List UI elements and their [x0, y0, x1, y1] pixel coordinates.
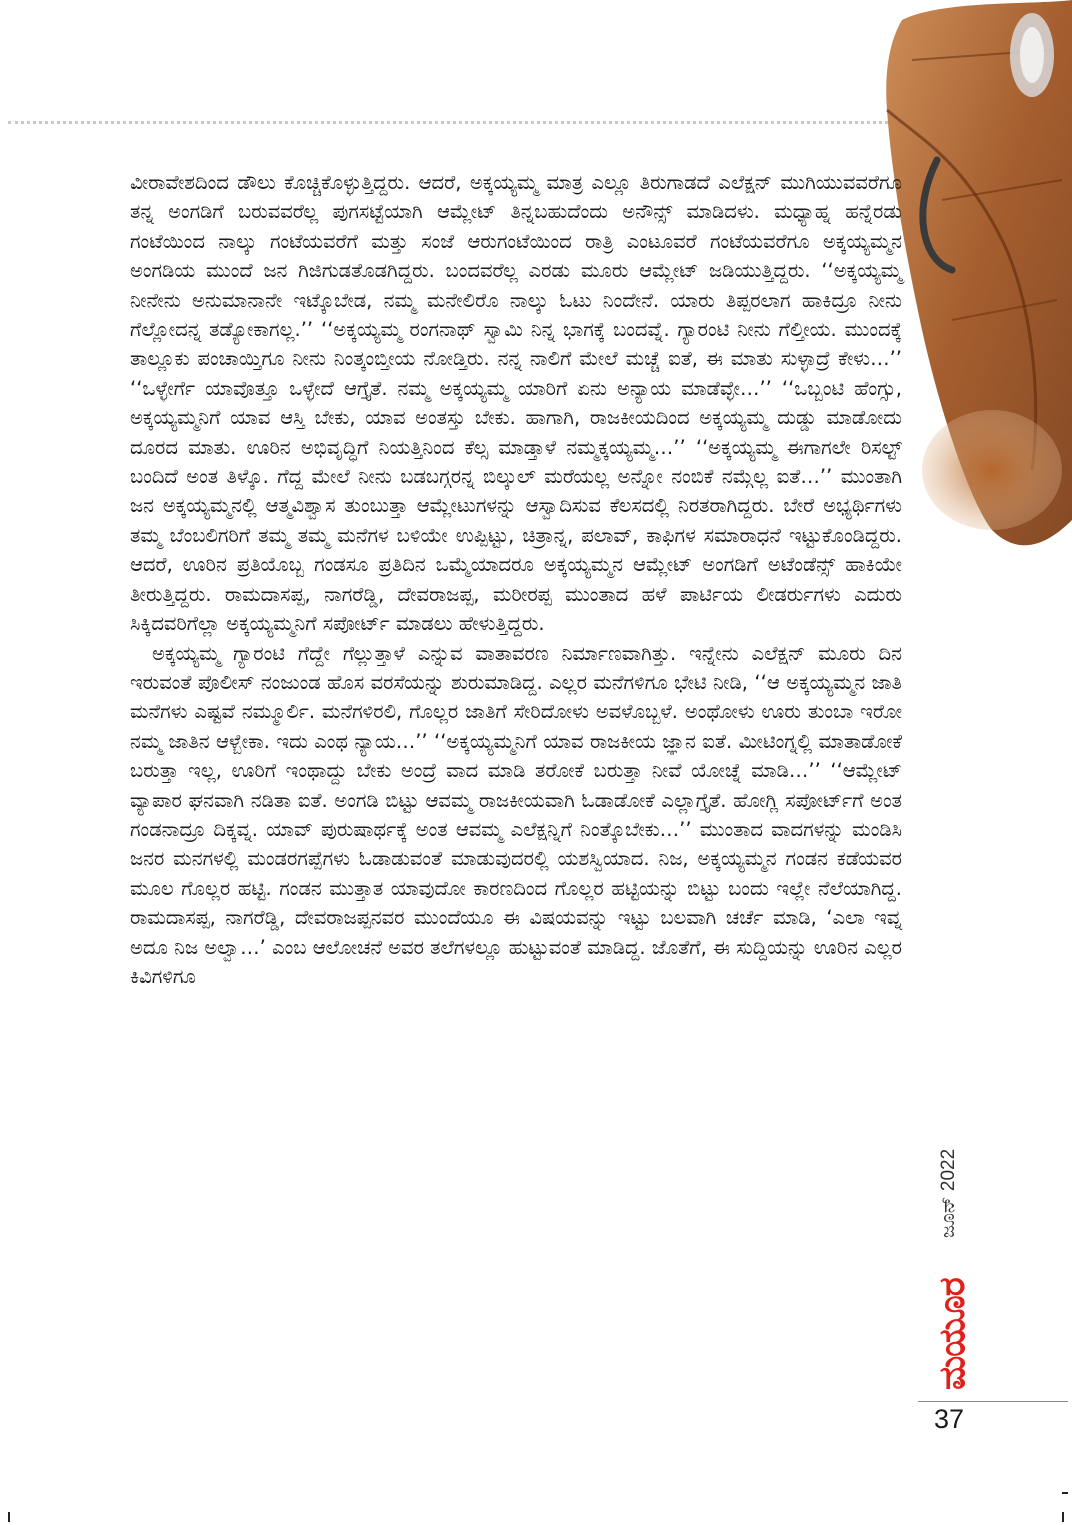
page-number: 37: [934, 1404, 965, 1434]
article-paragraph: ವೀರಾವೇಶದಿಂದ ಡೌಲು ಕೊಚ್ಚಿಕೊಳ್ಳುತ್ತಿದ್ದರು. ಆದರೆ, ಅಕ್ಕಯ್ಯಮ್ಮ ಮಾತ್ರ ಎಲ್ಲೂ ತಿರುಗಾಡದೆ ಎಲೆಕ್ಷನ್ ಮುಗಿಯುವವರೆಗೂ ತನ್ನ ಅಂಗಡಿಗೆ ಬರುವವರೆಲ್ಲ ಪುಗಸಟ್ಟೆಯಾಗಿ ಆಮ್ಲೇಟ್ ತಿನ್ನಬಹುದೆಂದು ಅನೌನ್ಸ್ ಮಾಡಿದಳು. ಮಧ್ಯಾಹ್ನ ಹನ್ನೆರಡು ಗಂಟೆಯಿಂದ ನಾಲ್ಕು ಗಂಟೆಯವರೆಗೆ ಮತ್ತು ಸಂಜೆ ಆರುಗಂಟೆಯಿಂದ ರಾತ್ರಿ ಎಂಟೂವರೆ ಗಂಟೆಯವರೆಗೂ ಅಕ್ಕಯ್ಯಮ್ಮನ ಅಂಗಡಿಯ ಮುಂದೆ ಜನ ಗಿಜಿಗುಡತೊಡಗಿದ್ದರು. ಬಂದವರೆಲ್ಲ ಎರಡು ಮೂರು ಆಮ್ಲೇಟ್ ಜಡಿಯುತ್ತಿದ್ದರು. ‘‘ಅಕ್ಕಯ್ಯಮ್ಮ ನೀನೇನು ಅನುಮಾನಾನೇ ಇಟ್ಕೊಬೇಡ, ನಮ್ಮ ಮನೇಲಿರೊ ನಾಲ್ಕು ಓಟು ನಿಂದೇನೆ. ಯಾರು ತಿಪ್ಪರಲಾಗ ಹಾಕಿದ್ರೂ ನೀನು ಗೆಲ್ಲೋದನ್ನ ತಡ್ಯೋಕಾಗಲ್ಲ.’’ ‘‘ಅಕ್ಕಯ್ಯಮ್ಮ ರಂಗನಾಥ್ ಸ್ವಾಮಿ ನಿನ್ನ ಭಾಗಕ್ಕೆ ಬಂದವ್ನೆ. ಗ್ಯಾರಂಟಿ ನೀನು ಗೆಲ್ತೀಯ. ಮುಂದಕ್ಕೆ ತಾಲ್ಲೂಕು ಪಂಚಾಯ್ತಿಗೂ ನೀನು ನಿಂತ್ಕಂಬ್ತೀಯ ನೋಡ್ತಿರು. ನನ್ನ ನಾಲಿಗೆ ಮೇಲೆ ಮಚ್ಚೆ ಐತೆ, ಈ ಮಾತು ಸುಳ್ಳಾದ್ರೆ ಕೇಳು…’’ ‘‘ಒಳ್ಳೇರ್ಗೆ ಯಾವೊತ್ತೂ ಒಳ್ಳೇದೆ ಆಗ್ತೈತೆ. ನಮ್ಮ ಅಕ್ಕಯ್ಯಮ್ಮ ಯಾರಿಗೆ ಏನು ಅನ್ಯಾಯ ಮಾಡೆವ್ಳೇ…’’ ‘‘ಒಬ್ಬಂಟಿ ಹೆಂಗ್ಸು, ಅಕ್ಕಯ್ಯಮ್ಮನಿಗೆ ಯಾವ ಆಸ್ತಿ ಬೇಕು, ಯಾವ ಅಂತಸ್ತು ಬೇಕು. ಹಾಗಾಗಿ, ರಾಜಕೀಯದಿಂದ ಅಕ್ಕಯ್ಯಮ್ಮ ದುಡ್ಡು ಮಾಡೋದು ದೂರದ ಮಾತು. ಊರಿನ ಅಭಿವೃದ್ಧಿಗೆ ನಿಯತ್ತಿನಿಂದ ಕೆಲ್ಸ ಮಾಡ್ತಾಳೆ ನಮ್ಮಕ್ಕಯ್ಯಮ್ಮ…’’ ‘‘ಅಕ್ಕಯ್ಯಮ್ಮ ಈಗಾಗಲೇ ರಿಸಲ್ಟ್ ಬಂದಿದೆ ಅಂತ ತಿಳ್ಕೊ. ಗೆದ್ದ ಮೇಲೆ ನೀನು ಬಡಬಗ್ಗರನ್ನ ಬಿಲ್ಕುಲ್ ಮರೆಯಲ್ಲ ಅನ್ನೋ ನಂಬಿಕೆ ನಮ್ಗೆಲ್ಲ ಐತೆ…’’ ಮುಂತಾಗಿ ಜನ ಅಕ್ಕಯ್ಯಮ್ಮನಲ್ಲಿ ಆತ್ಮವಿಶ್ವಾಸ ತುಂಬುತ್ತಾ ಆಮ್ಲೇಟುಗಳನ್ನು ಆಸ್ವಾದಿಸುವ ಕೆಲಸದಲ್ಲಿ ನಿರತರಾಗಿದ್ದರು. ಬೇರೆ ಅಭ್ಯರ್ಥಿಗಳು ತಮ್ಮ ಬೆಂಬಲಿಗರಿಗೆ ತಮ್ಮ ತಮ್ಮ ಮನೆಗಳ ಬಳಿಯೇ ಉಪ್ಪಿಟ್ಟು, ಚಿತ್ರಾನ್ನ, ಪಲಾವ್, ಕಾಫಿಗಳ ಸಮಾರಾಧನೆ ಇಟ್ಟುಕೊಂಡಿದ್ದರು. ಆದರೆ, ಊರಿನ ಪ್ರತಿಯೊಬ್ಬ ಗಂಡಸೂ ಪ್ರತಿದಿನ ಒಮ್ಮೆಯಾದರೂ ಅಕ್ಕಯ್ಯಮ್ಮನ ಆಮ್ಲೇಟ್ ಅಂಗಡಿಗೆ ಅಟೆಂಡೆನ್ಸ್ ಹಾಕಿಯೇ ತೀರುತ್ತಿದ್ದರು. ರಾಮದಾಸಪ್ಪ, ನಾಗರೆಡ್ಡಿ, ದೇವರಾಜಪ್ಪ, ಮರೀರಪ್ಪ ಮುಂತಾದ ಹಳೆ ಪಾರ್ಟಿಯ ಲೀಡರ್ರುಗಳು ಎದುರು ಸಿಕ್ಕಿದವರಿಗೆಲ್ಲಾ ಅಕ್ಕಯ್ಯಮ್ಮನಿಗೆ ಸಪೋರ್ಟ್ ಮಾಡಲು ಹೇಳುತ್ತಿದ್ದರು.: [130, 171, 902, 636]
article-paragraph: ಅಕ್ಕಯ್ಯಮ್ಮ ಗ್ಯಾರಂಟಿ ಗೆದ್ದೇ ಗೆಲ್ಲುತ್ತಾಳೆ ಎನ್ನುವ ವಾತಾವರಣ ನಿರ್ಮಾಣವಾಗಿತ್ತು. ಇನ್ನೇನು ಎಲೆಕ್ಷನ್ ಮೂರು ದಿನ ಇರುವಂತೆ ಪೊಲೀಸ್ ನಂಜುಂಡ ಹೊಸ ವರಸೆಯನ್ನು ಶುರುಮಾಡಿದ್ದ. ಎಲ್ಲರ ಮನೆಗಳಿಗೂ ಭೇಟಿ ನೀಡಿ, ‘‘ಆ ಅಕ್ಕಯ್ಯಮ್ಮನ ಜಾತಿ ಮನೆಗಳು ಎಷ್ಟವೆ ನಮ್ಮೂರ್ಲಿ. ಮನೆಗಳಿರಲಿ, ಗೊಲ್ಲರ ಜಾತಿಗೆ ಸೇರಿದೋಳು ಅವಳೊಬ್ಬಳೆ. ಅಂಥೋಳು ಊರು ತುಂಬಾ ಇರೋ ನಮ್ಮ ಜಾತಿನ ಆಳ್ಬೇಕಾ. ಇದು ಎಂಥ ನ್ಯಾಯ…’’ ‘‘ಅಕ್ಕಯ್ಯಮ್ಮನಿಗೆ ಯಾವ ರಾಜಕೀಯ ಜ್ಞಾನ ಐತೆ. ಮೀಟಿಂಗ್ನಲ್ಲಿ ಮಾತಾಡೋಕೆ ಬರುತ್ತಾ ಇಲ್ಲ, ಊರಿಗೆ ಇಂಥಾದ್ದು ಬೇಕು ಅಂದ್ರೆ ವಾದ ಮಾಡಿ ತರೋಕೆ ಬರುತ್ತಾ ನೀವೆ ಯೋಚ್ನೆ ಮಾಡಿ…’’ ‘‘ಆಮ್ಲೇಟ್ ವ್ಯಾಪಾರ ಘನವಾಗಿ ನಡಿತಾ ಐತೆ. ಅಂಗಡಿ ಬಿಟ್ಟು ಆವಮ್ಮ ರಾಜಕೀಯವಾಗಿ ಓಡಾಡೋಕೆ ಎಲ್ಲಾಗ್ತೈತೆ. ಹೋಗ್ಲಿ ಸಪೋರ್ಟ್‌ಗೆ ಅಂತ ಗಂಡನಾದ್ರೂ ದಿಕ್ಕವ್ನ. ಯಾವ್ ಪುರುಷಾರ್ಥಕ್ಕೆ ಅಂತ ಆವಮ್ಮ ಎಲೆಕ್ಷನ್ನಿಗೆ ನಿಂತ್ಕೊಬೇಕು…’’ ಮುಂತಾದ ವಾದಗಳನ್ನು ಮಂಡಿಸಿ ಜನರ ಮನಗಳಲ್ಲಿ ಮಂಡರಗಪ್ಪೆಗಳು ಓಡಾಡುವಂತೆ ಮಾಡುವುದರಲ್ಲಿ ಯಶಸ್ವಿಯಾದ. ನಿಜ, ಅಕ್ಕಯ್ಯಮ್ಮನ ಗಂಡನ ಕಡೆಯವರ ಮೂಲ ಗೊಲ್ಲರ ಹಟ್ಟಿ. ಗಂಡನ ಮುತ್ತಾತ ಯಾವುದೋ ಕಾರಣದಿಂದ ಗೊಲ್ಲರ ಹಟ್ಟಿಯನ್ನು ಬಿಟ್ಟು ಬಂದು ಇಲ್ಲೇ ನೆಲೆಯಾಗಿದ್ದ. ರಾಮದಾಸಪ್ಪ, ನಾಗರೆಡ್ಡಿ, ದೇವರಾಜಪ್ಪನವರ ಮುಂದೆಯೂ ಈ ವಿಷಯವನ್ನು ಇಟ್ಟು ಬಲವಾಗಿ ಚರ್ಚೆ ಮಾಡಿ, ‘ಎಲಾ ಇವ್ನ ಅದೂ ನಿಜ ಅಲ್ವಾ…’ ಎಂಬ ಆಲೋಚನೆ ಅವರ ತಲೆಗಳಲ್ಲೂ ಹುಟ್ಟುವಂತೆ ಮಾಡಿದ್ದ. ಜೊತೆಗೆ, ಈ ಸುದ್ದಿಯನ್ನು ಊರಿನ ಎಲ್ಲರ ಕಿವಿಗಳಿಗೂ: [130, 641, 902, 988]
magazine-logo-text: ಮಯೂರ: [932, 1278, 973, 1390]
article-body: [130, 168, 902, 991]
crop-mark: [8, 1512, 10, 1522]
crop-mark: [1062, 1512, 1064, 1522]
header-dotted-rule: [8, 121, 888, 124]
brush-stroke-illustration: [882, 0, 1072, 560]
footer-rule: [918, 1401, 1068, 1402]
crop-mark: [1062, 1492, 1068, 1494]
issue-date: [928, 1108, 988, 1248]
issue-date-text: ಜೂನ್ 2022: [938, 1148, 959, 1238]
magazine-logo: [928, 1278, 978, 1392]
